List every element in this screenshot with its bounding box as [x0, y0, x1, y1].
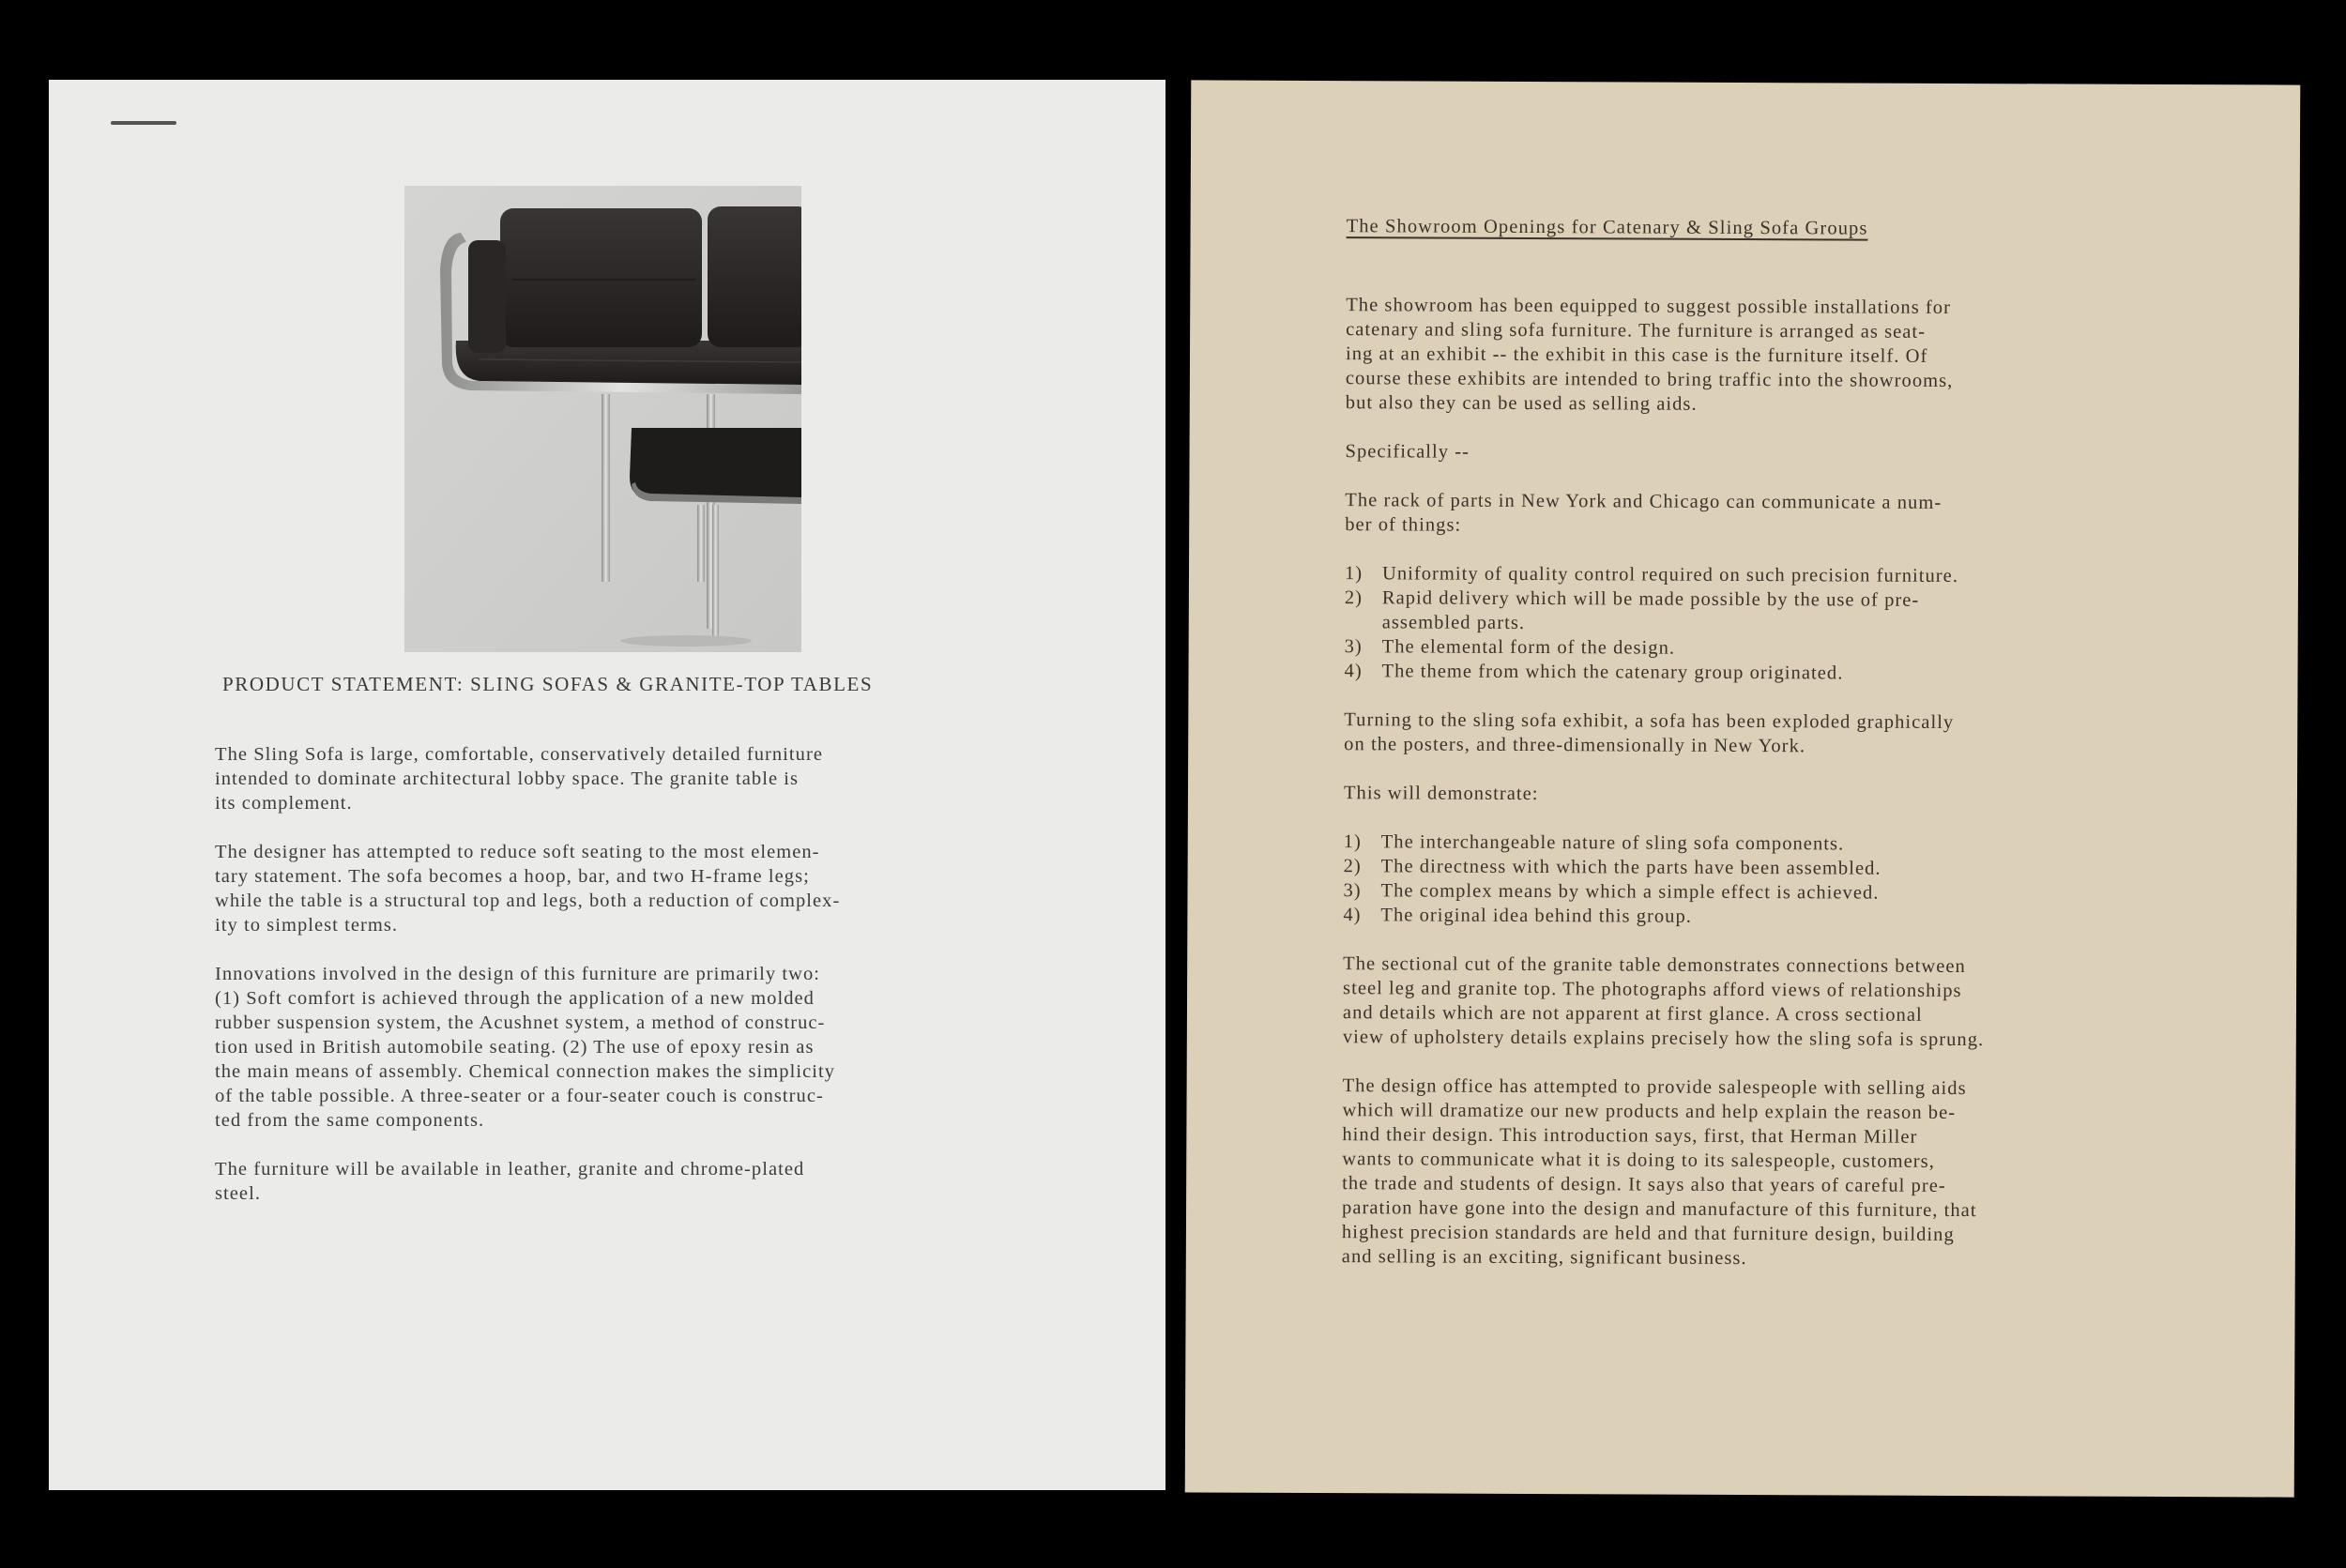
list-text: The original idea behind this group. — [1380, 905, 1693, 927]
list-text: Uniformity of quality control required on such precision furniture. — [1381, 563, 1959, 587]
showroom-title: The Showroom Openings for Catenary & Sling Sofa Groups — [1346, 216, 1868, 239]
list-number: 2) — [1343, 856, 1362, 877]
list-number: 4) — [1344, 661, 1363, 682]
paragraph: This will demonstrate: — [1343, 783, 1539, 805]
list-text: The directness with which the parts have been assembled. — [1380, 856, 1881, 879]
list-item — [1344, 659, 2245, 687]
paragraph: Turning to the sling sofa exhibit, a sofa has been exploded graphically on the posters, and three-dimensionally in New York. — [1344, 709, 1955, 757]
paragraph: The sectional cut of the granite table demonstrates connections between steel leg and granite top. The photographs afford views of relationships and details which are not apparent at first glance. A cross sectional view of upholstery details explains precisely how the sling sofa is sprung. — [1342, 953, 1985, 1051]
list-text: The interchangeable nature of sling sofa components. — [1380, 831, 1845, 855]
product-statement-sheet — [49, 80, 1165, 1490]
showroom-body — [1342, 293, 2247, 1297]
paragraph: The Sling Sofa is large, comfortable, conservatively detailed furniture intended to dominate architectural lobby space. The granite table is its complement. — [215, 744, 823, 814]
list-text: The complex means by which a simple effect is achieved. — [1380, 880, 1880, 904]
rack-list — [1344, 561, 2246, 687]
statement-title: PRODUCT STATEMENT: SLING SOFAS & GRANITE-TOP TABLES — [222, 673, 874, 695]
list-number: 3) — [1344, 636, 1363, 658]
list-item — [1343, 903, 2244, 931]
paragraph: The design office has attempted to provide salespeople with selling aids which will dramatize our new products and help explain the reason be- hind their design. This introduction says, first, that Herman Miller wants to communicate what it is doing to its salespeople, customers, the trade and students of design. It says also that years of careful pre- paration have gone into the design and manufacture of this furniture, that highest precision standards are held and that furniture design, building and selling is an exciting, significant business. — [1341, 1075, 1977, 1270]
list-number: 2) — [1344, 587, 1363, 609]
sling-sofa-photo — [404, 186, 801, 652]
list-item — [1345, 586, 2246, 638]
list-text: The elemental form of the design. — [1381, 636, 1676, 659]
paragraph: The showroom has been equipped to suggest possible installations for catenary and sling sofa furniture. The furniture is arranged as seat- ing at an exhibit -- the exhibit in this case is the furniture itself. Of course these exhibits are intended to bring traffic into the showrooms, but also they can be used as selling aids. — [1345, 295, 1954, 415]
paragraph: Innovations involved in the design of this furniture are primarily two: (1) Soft comfort is achieved through the application of a new molded rubber suspension system, the Acushnet system, a method of construc- tion used in British automobile seating. (2) The use of epoxy resin as the main means of assembly. Chemical connection makes the simplicity of the table possible. A three-seater or a four-seater couch is construc- ted from the same components. — [215, 964, 836, 1131]
showroom-openings-sheet — [1185, 80, 2301, 1497]
demo-list — [1343, 830, 2244, 931]
list-number: 4) — [1343, 905, 1362, 926]
pencil-mark — [111, 121, 176, 125]
paragraph: The designer has attempted to reduce soft seating to the most elemen- tary statement. The sofa becomes a hoop, bar, and two H-frame legs; while the table is a structural top and legs, both a reduction of complex- ity to simplest terms. — [215, 842, 841, 936]
statement-body — [215, 742, 1059, 1230]
list-number: 3) — [1343, 880, 1362, 902]
list-number: 1) — [1344, 563, 1363, 585]
paragraph: Specifically -- — [1345, 441, 1470, 463]
list-number: 1) — [1343, 831, 1362, 853]
paragraph: The furniture will be available in leather, granite and chrome-plated steel. — [215, 1159, 805, 1204]
list-text: Rapid delivery which will be made possible by the use of pre- assembled parts. — [1381, 587, 1920, 633]
list-text: The theme from which the catenary group originated. — [1381, 661, 1844, 684]
paragraph: The rack of parts in New York and Chicago can communicate a num- ber of things: — [1345, 490, 1942, 536]
